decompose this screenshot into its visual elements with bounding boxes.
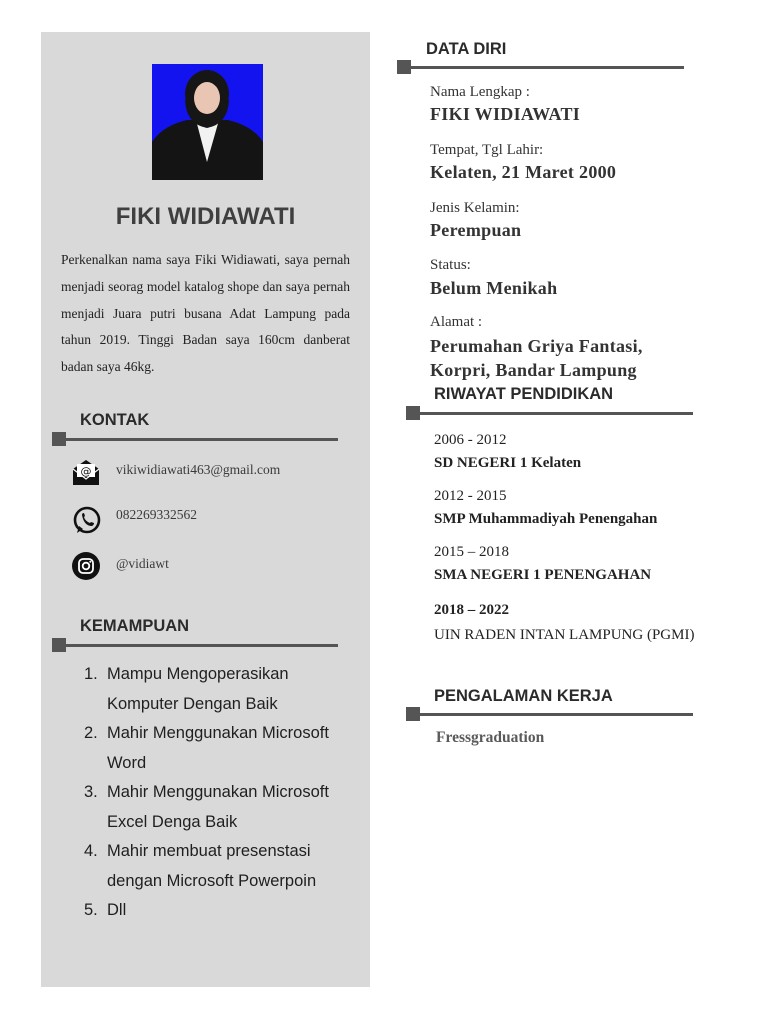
profile-name: FIKI WIDIAWATI [115,203,296,230]
skill-number: 5. [84,901,98,919]
personal-heading: DATA DIRI [426,40,507,58]
skills-heading-rule [52,644,338,647]
field-value-fullname: FIKI WIDIAWATI [430,104,581,124]
skill-label: Mampu Mengoperasikan Komputer Dengan Baik [107,665,289,713]
skill-number: 2. [84,724,98,742]
experience-heading: PENGALAMAN KERJA [434,687,613,705]
field-value-gender: Perempuan [430,220,522,240]
skill-label: Mahir Menggunakan Microsoft Excel Denga Baik [107,783,329,831]
skill-label: Dll [107,901,127,919]
personal-heading-rule [397,66,684,69]
skills-heading: KEMAMPUAN [80,617,190,635]
skill-item [80,896,350,926]
skills-list [80,660,350,926]
education-school: SMA NEGERI 1 PENENGAHAN [434,567,652,583]
skill-label: Mahir membuat presenstasi dengan Microsoft Powerpoin [107,842,317,890]
contact-heading-rule [52,438,338,441]
experience-heading-rule [406,713,693,716]
education-heading: RIWAYAT PENDIDIKAN [434,385,614,403]
skill-number: 1. [84,665,98,683]
skill-label: Mahir Menggunakan Microsoft Word [107,724,329,772]
skill-item [80,778,350,837]
field-label-address: Alamat : [430,314,483,330]
field-label-status: Status: [430,257,471,273]
field-value-status: Belum Menikah [430,278,558,298]
field-value-address: Perumahan Griya Fantasi, Korpri, Bandar Lampung [430,336,643,380]
education-years: 2015 – 2018 [434,544,509,560]
contact-instagram[interactable]: @vidiawt [116,556,169,571]
profile-photo [152,64,263,180]
skill-item [80,660,350,719]
skill-item [80,837,350,896]
contact-email[interactable]: vikiwidiawati463@gmail.com [116,462,281,477]
skill-item [80,719,350,778]
profile-intro: Perkenalkan nama saya Fiki Widiawati, saya pernah menjadi seorag model katalog shope dan saya pernah menjadi Juara putri busana Adat Lampung pada tahun 2019. Tinggi Badan saya 160cm danberat badan saya 46kg. [61,252,350,375]
education-years: 2018 – 2022 [434,602,509,618]
education-school: SD NEGERI 1 Kelaten [434,455,582,471]
whatsapp-icon [72,505,102,535]
education-years: 2006 - 2012 [434,432,507,448]
education-years: 2012 - 2015 [434,488,507,504]
person-silhouette-icon [152,64,263,180]
instagram-icon [71,551,101,581]
field-label-gender: Jenis Kelamin: [430,200,520,216]
email-icon [71,457,101,487]
field-label-fullname: Nama Lengkap : [430,84,530,100]
education-school: SMP Muhammadiyah Penengahan [434,511,658,527]
field-value-birth: Kelaten, 21 Maret 2000 [430,162,617,182]
svg-text:@: @ [80,465,92,478]
field-label-birth: Tempat, Tgl Lahir: [430,142,544,158]
contact-phone[interactable]: 082269332562 [116,507,197,522]
experience-item: Fressgraduation [436,729,545,746]
education-heading-rule [406,412,693,415]
education-school: UIN RADEN INTAN LAMPUNG (PGMI) [434,627,695,643]
contact-heading: KONTAK [80,411,150,429]
skill-number: 3. [84,783,98,801]
skill-number: 4. [84,842,98,860]
